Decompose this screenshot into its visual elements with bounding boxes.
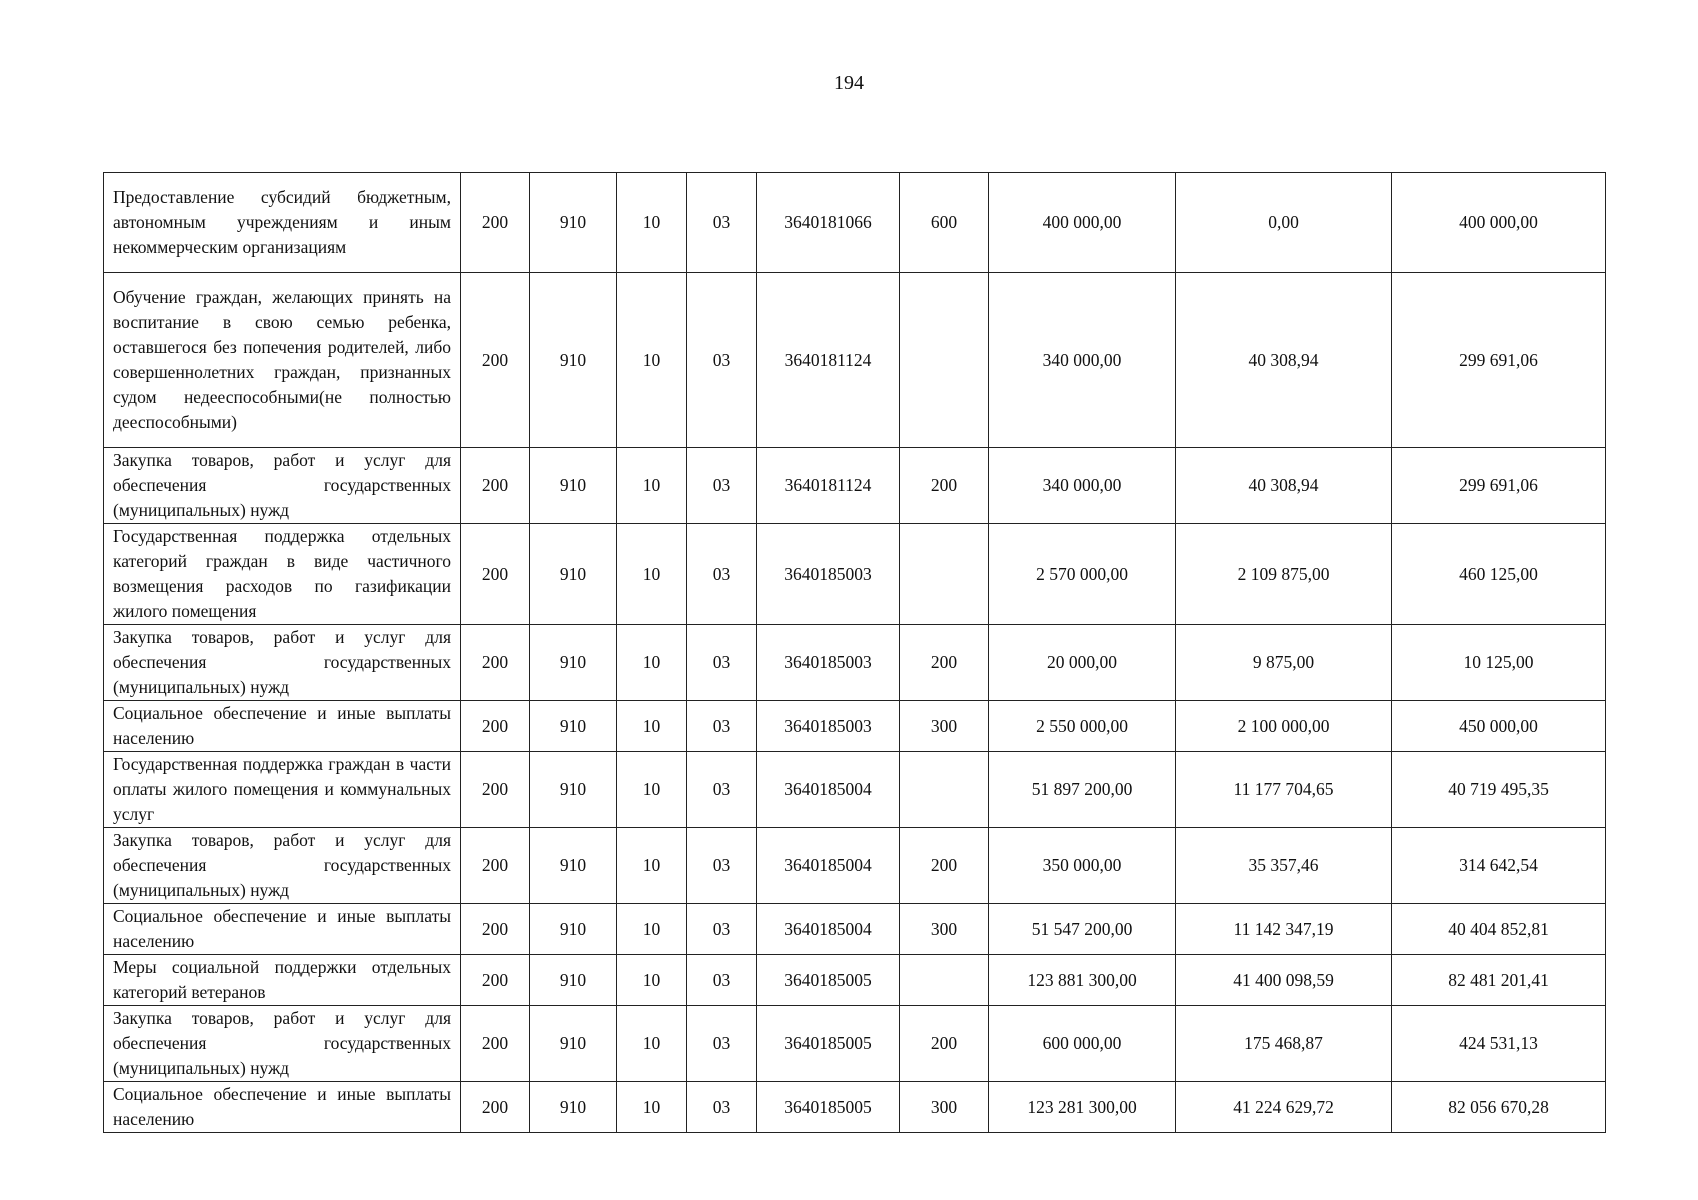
row-section: 10 bbox=[617, 955, 687, 1006]
row-target-article: 3640185003 bbox=[757, 524, 900, 625]
table-row bbox=[104, 173, 1606, 273]
row-grbs: 910 bbox=[530, 1006, 617, 1082]
row-name: Социальное обеспечение и иные выплаты населению bbox=[104, 904, 461, 955]
row-remaining-amount: 424 531,13 bbox=[1392, 1006, 1606, 1082]
row-remaining-amount: 10 125,00 bbox=[1392, 625, 1606, 701]
row-expense-type: 300 bbox=[900, 1082, 989, 1133]
row-name: Закупка товаров, работ и услуг для обеспечения государственных (муниципальных) нужд bbox=[104, 625, 461, 701]
row-adm: 200 bbox=[461, 752, 530, 828]
row-section: 10 bbox=[617, 752, 687, 828]
row-expense-type bbox=[900, 955, 989, 1006]
row-grbs: 910 bbox=[530, 701, 617, 752]
row-remaining-amount: 400 000,00 bbox=[1392, 173, 1606, 273]
row-executed-amount: 41 224 629,72 bbox=[1176, 1082, 1392, 1133]
row-remaining-amount: 314 642,54 bbox=[1392, 828, 1606, 904]
row-section: 10 bbox=[617, 701, 687, 752]
row-remaining-amount: 460 125,00 bbox=[1392, 524, 1606, 625]
row-expense-type: 200 bbox=[900, 828, 989, 904]
budget-table bbox=[103, 172, 1606, 1133]
row-expense-type: 200 bbox=[900, 448, 989, 524]
row-adm: 200 bbox=[461, 955, 530, 1006]
row-planned-amount: 51 897 200,00 bbox=[989, 752, 1176, 828]
row-executed-amount: 0,00 bbox=[1176, 173, 1392, 273]
row-planned-amount: 340 000,00 bbox=[989, 448, 1176, 524]
row-adm: 200 bbox=[461, 625, 530, 701]
row-grbs: 910 bbox=[530, 904, 617, 955]
row-subsection: 03 bbox=[687, 625, 757, 701]
row-planned-amount: 350 000,00 bbox=[989, 828, 1176, 904]
row-executed-amount: 35 357,46 bbox=[1176, 828, 1392, 904]
row-adm: 200 bbox=[461, 904, 530, 955]
row-executed-amount: 40 308,94 bbox=[1176, 273, 1392, 448]
row-executed-amount: 41 400 098,59 bbox=[1176, 955, 1392, 1006]
row-expense-type bbox=[900, 524, 989, 625]
row-planned-amount: 340 000,00 bbox=[989, 273, 1176, 448]
row-planned-amount: 600 000,00 bbox=[989, 1006, 1176, 1082]
row-expense-type bbox=[900, 273, 989, 448]
row-subsection: 03 bbox=[687, 273, 757, 448]
row-subsection: 03 bbox=[687, 955, 757, 1006]
row-subsection: 03 bbox=[687, 904, 757, 955]
row-adm: 200 bbox=[461, 173, 530, 273]
row-target-article: 3640185005 bbox=[757, 1006, 900, 1082]
row-section: 10 bbox=[617, 625, 687, 701]
table-row bbox=[104, 625, 1606, 701]
row-section: 10 bbox=[617, 448, 687, 524]
table-body bbox=[104, 173, 1606, 1133]
row-subsection: 03 bbox=[687, 173, 757, 273]
row-expense-type bbox=[900, 752, 989, 828]
row-adm: 200 bbox=[461, 701, 530, 752]
row-planned-amount: 20 000,00 bbox=[989, 625, 1176, 701]
row-target-article: 3640185005 bbox=[757, 1082, 900, 1133]
row-target-article: 3640185005 bbox=[757, 955, 900, 1006]
row-subsection: 03 bbox=[687, 828, 757, 904]
row-target-article: 3640185003 bbox=[757, 701, 900, 752]
row-name: Социальное обеспечение и иные выплаты населению bbox=[104, 701, 461, 752]
row-planned-amount: 123 281 300,00 bbox=[989, 1082, 1176, 1133]
table-row bbox=[104, 273, 1606, 448]
row-name: Социальное обеспечение и иные выплаты населению bbox=[104, 1082, 461, 1133]
row-expense-type: 200 bbox=[900, 1006, 989, 1082]
row-remaining-amount: 82 056 670,28 bbox=[1392, 1082, 1606, 1133]
row-grbs: 910 bbox=[530, 955, 617, 1006]
row-section: 10 bbox=[617, 1082, 687, 1133]
row-target-article: 3640181124 bbox=[757, 273, 900, 448]
row-target-article: 3640185004 bbox=[757, 904, 900, 955]
row-grbs: 910 bbox=[530, 752, 617, 828]
row-planned-amount: 51 547 200,00 bbox=[989, 904, 1176, 955]
table-row bbox=[104, 701, 1606, 752]
row-remaining-amount: 82 481 201,41 bbox=[1392, 955, 1606, 1006]
row-name: Государственная поддержка отдельных категорий граждан в виде частичного возмещения расходов по газификации жилого помещения bbox=[104, 524, 461, 625]
row-subsection: 03 bbox=[687, 524, 757, 625]
row-adm: 200 bbox=[461, 828, 530, 904]
row-grbs: 910 bbox=[530, 173, 617, 273]
row-executed-amount: 2 100 000,00 bbox=[1176, 701, 1392, 752]
row-expense-type: 600 bbox=[900, 173, 989, 273]
row-target-article: 3640181066 bbox=[757, 173, 900, 273]
row-executed-amount: 11 177 704,65 bbox=[1176, 752, 1392, 828]
row-grbs: 910 bbox=[530, 1082, 617, 1133]
row-name: Закупка товаров, работ и услуг для обеспечения государственных (муниципальных) нужд bbox=[104, 1006, 461, 1082]
row-remaining-amount: 450 000,00 bbox=[1392, 701, 1606, 752]
row-target-article: 3640181124 bbox=[757, 448, 900, 524]
row-planned-amount: 2 570 000,00 bbox=[989, 524, 1176, 625]
row-expense-type: 300 bbox=[900, 701, 989, 752]
row-executed-amount: 175 468,87 bbox=[1176, 1006, 1392, 1082]
row-subsection: 03 bbox=[687, 1082, 757, 1133]
row-executed-amount: 11 142 347,19 bbox=[1176, 904, 1392, 955]
row-grbs: 910 bbox=[530, 273, 617, 448]
row-planned-amount: 400 000,00 bbox=[989, 173, 1176, 273]
row-remaining-amount: 299 691,06 bbox=[1392, 448, 1606, 524]
row-adm: 200 bbox=[461, 448, 530, 524]
row-planned-amount: 123 881 300,00 bbox=[989, 955, 1176, 1006]
table-row bbox=[104, 752, 1606, 828]
row-adm: 200 bbox=[461, 273, 530, 448]
row-target-article: 3640185003 bbox=[757, 625, 900, 701]
table-row bbox=[104, 955, 1606, 1006]
row-section: 10 bbox=[617, 173, 687, 273]
row-remaining-amount: 40 719 495,35 bbox=[1392, 752, 1606, 828]
row-remaining-amount: 299 691,06 bbox=[1392, 273, 1606, 448]
row-section: 10 bbox=[617, 524, 687, 625]
row-expense-type: 200 bbox=[900, 625, 989, 701]
row-target-article: 3640185004 bbox=[757, 828, 900, 904]
table-row bbox=[104, 1006, 1606, 1082]
row-name: Закупка товаров, работ и услуг для обеспечения государственных (муниципальных) нужд bbox=[104, 828, 461, 904]
row-expense-type: 300 bbox=[900, 904, 989, 955]
table-row bbox=[104, 524, 1606, 625]
row-subsection: 03 bbox=[687, 701, 757, 752]
row-subsection: 03 bbox=[687, 1006, 757, 1082]
row-adm: 200 bbox=[461, 1082, 530, 1133]
row-grbs: 910 bbox=[530, 524, 617, 625]
row-adm: 200 bbox=[461, 1006, 530, 1082]
row-name: Государственная поддержка граждан в части оплаты жилого помещения и коммунальных услуг bbox=[104, 752, 461, 828]
row-name: Предоставление субсидий бюджетным, автономным учреждениям и иным некоммерческим организациям bbox=[104, 173, 461, 273]
row-subsection: 03 bbox=[687, 448, 757, 524]
row-section: 10 bbox=[617, 1006, 687, 1082]
row-name: Меры социальной поддержки отдельных категорий ветеранов bbox=[104, 955, 461, 1006]
row-grbs: 910 bbox=[530, 448, 617, 524]
page-number: 194 bbox=[834, 72, 864, 94]
row-grbs: 910 bbox=[530, 828, 617, 904]
row-remaining-amount: 40 404 852,81 bbox=[1392, 904, 1606, 955]
table-row bbox=[104, 828, 1606, 904]
row-subsection: 03 bbox=[687, 752, 757, 828]
row-name: Закупка товаров, работ и услуг для обеспечения государственных (муниципальных) нужд bbox=[104, 448, 461, 524]
row-name: Обучение граждан, желающих принять на воспитание в свою семью ребенка, оставшегося без попечения родителей, либо совершеннолетних граждан, признанных судом недееспособными(не полностью дееспособными) bbox=[104, 273, 461, 448]
table-row bbox=[104, 904, 1606, 955]
row-planned-amount: 2 550 000,00 bbox=[989, 701, 1176, 752]
row-executed-amount: 40 308,94 bbox=[1176, 448, 1392, 524]
table-row bbox=[104, 448, 1606, 524]
row-section: 10 bbox=[617, 828, 687, 904]
row-section: 10 bbox=[617, 273, 687, 448]
row-executed-amount: 9 875,00 bbox=[1176, 625, 1392, 701]
row-target-article: 3640185004 bbox=[757, 752, 900, 828]
row-adm: 200 bbox=[461, 524, 530, 625]
table-row bbox=[104, 1082, 1606, 1133]
row-executed-amount: 2 109 875,00 bbox=[1176, 524, 1392, 625]
row-grbs: 910 bbox=[530, 625, 617, 701]
row-section: 10 bbox=[617, 904, 687, 955]
